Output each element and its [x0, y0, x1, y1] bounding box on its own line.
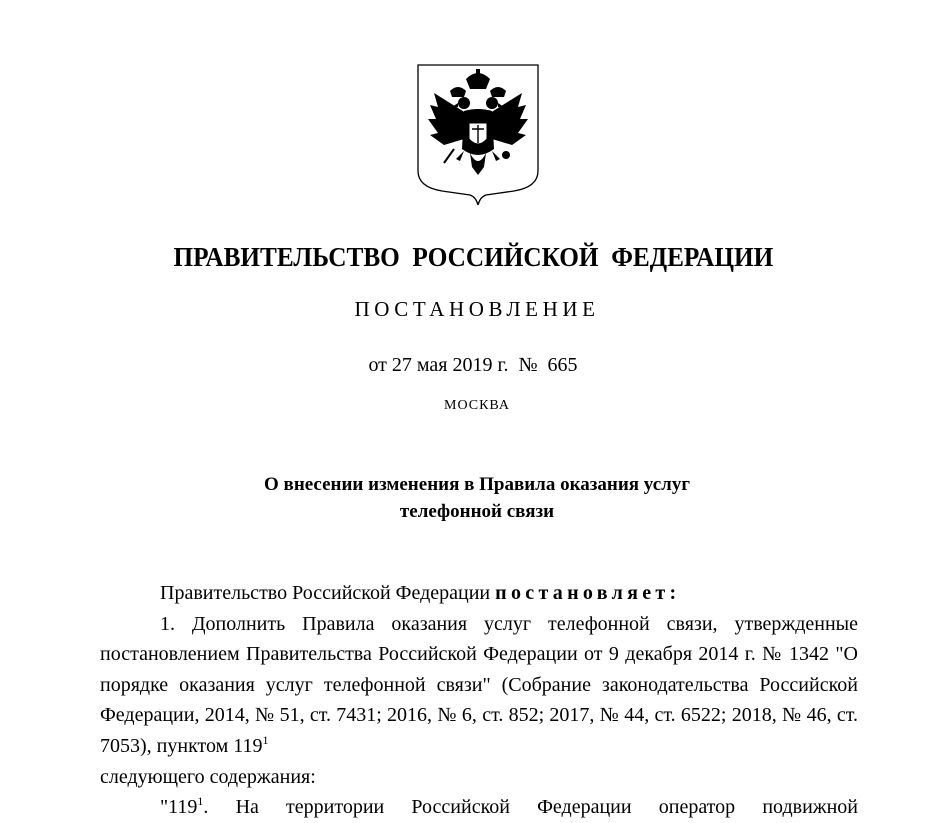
- subject-line-2: телефонной связи: [399, 501, 555, 522]
- item-1-text: 1. Дополнить Правила оказания услуг телефонной связи, утвержденные постановлением Правительства Российской Федерации от 9 декабря 2014 г. № 1342 "О порядке оказания услуг телефонной связи" (Собрание законодательства Российской Федерации, 2014, № 51, ст. 7431; 2016, № 6, ст. 852; 2017, № 44, ст. 6522; 2018, № 46, ст. 7053), пунктом 119: [100, 612, 858, 757]
- document-type: ПОСТАНОВЛЕНИЕ: [354, 297, 600, 321]
- preamble-verb: постановляет:: [495, 582, 681, 604]
- quoted-item-paragraph: [100, 792, 858, 823]
- item-1-paragraph: [100, 609, 858, 793]
- quote-start: "119: [160, 796, 198, 819]
- document-date-number: от 27 мая 2019 г. № 665: [368, 354, 578, 376]
- government-title: ПРАВИТЕЛЬСТВО РОССИЙСКОЙ ФЕДЕРАЦИИ: [173, 242, 774, 272]
- quote-text: . На территории Российской Федерации оператор подвижной: [203, 796, 858, 819]
- quote-superscript: 1: [197, 794, 204, 809]
- document-city: МОСКВА: [444, 398, 510, 413]
- subject-line-1: О внесении изменения в Правила оказания услуг: [264, 474, 690, 495]
- item-1-superscript: 1: [262, 732, 269, 747]
- item-1-tail: следующего содержания:: [100, 765, 316, 788]
- document-subject: [0, 471, 946, 525]
- document-body: [100, 578, 858, 823]
- preamble-text: Правительство Российской Федерации: [160, 582, 496, 604]
- preamble-paragraph: [100, 578, 858, 609]
- russian-coat-of-arms-icon: [414, 63, 542, 207]
